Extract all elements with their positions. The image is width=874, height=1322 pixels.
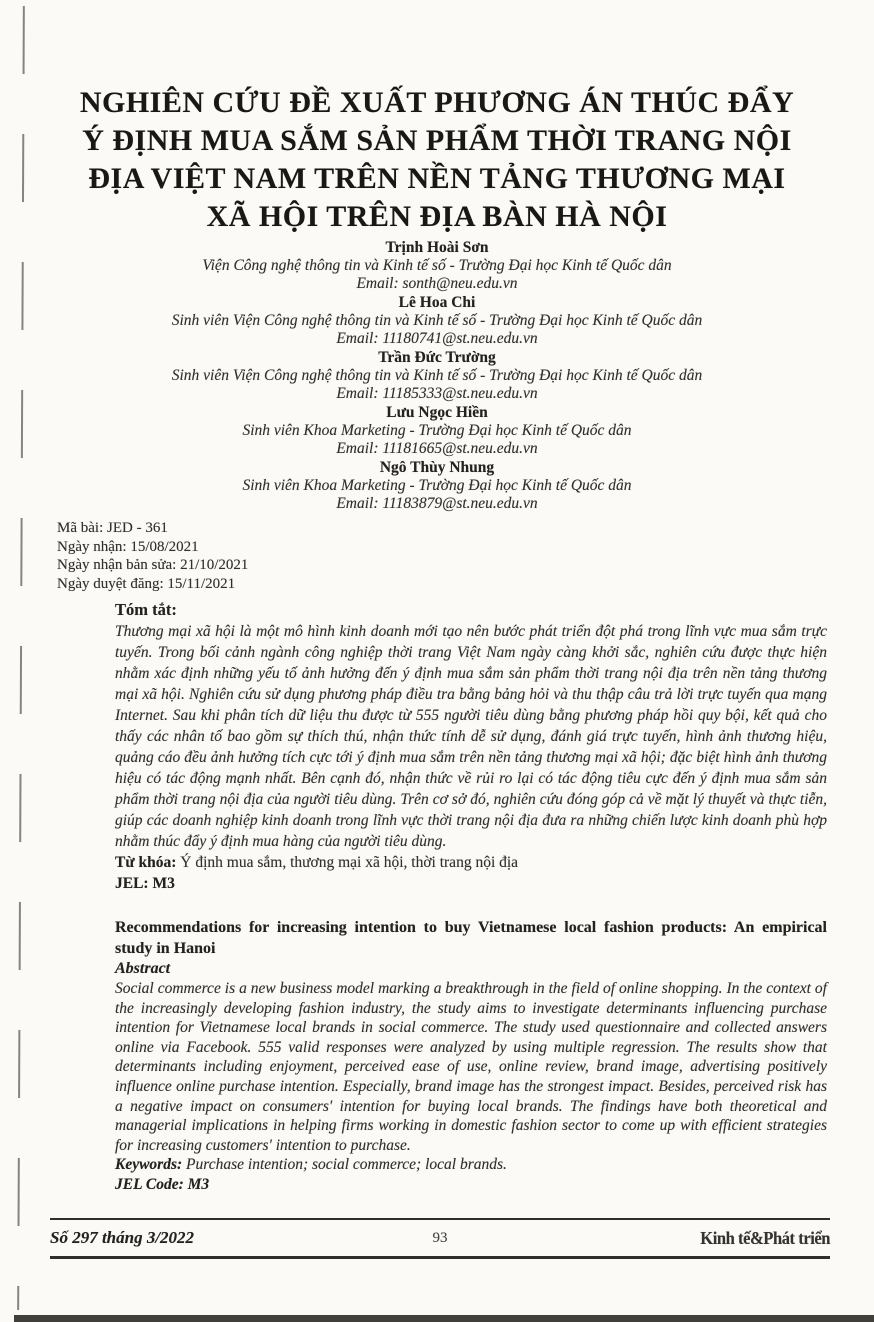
paper-title-line: Ý ĐỊNH MUA SẮM SẢN PHẨM THỜI TRANG NỘI (82, 124, 792, 157)
author-email: Email: 11183879@st.neu.edu.vn (336, 495, 538, 512)
authors-block (40, 238, 834, 513)
meta-received-date: Ngày nhận: 15/08/2021 (57, 538, 199, 555)
paper-title-line: NGHIÊN CỨU ĐỀ XUẤT PHƯƠNG ÁN THÚC ĐẨY (79, 86, 795, 119)
author-name: Lê Hoa Chi (398, 294, 476, 311)
author-email: Email: 11180741@st.neu.edu.vn (336, 330, 538, 347)
author-name: Ngô Thùy Nhung (379, 459, 495, 476)
paper-title-line: XÃ HỘI TRÊN ĐỊA BÀN HÀ NỘI (206, 200, 668, 233)
author-affiliation: Sinh viên Khoa Marketing - Trường Đại học Kinh tế Quốc dân (242, 477, 632, 494)
abstract-vietnamese (115, 599, 827, 894)
keywords-en-label: Keywords: (115, 1156, 183, 1174)
footer-issue: Số 297 tháng 3/2022 (50, 1228, 195, 1247)
paper-title (30, 84, 844, 236)
author-entry (40, 403, 834, 458)
meta-revised-date: Ngày nhận bản sửa: 21/10/2021 (57, 557, 249, 573)
page-footer (50, 1218, 830, 1259)
author-email: Email: 11181665@st.neu.edu.vn (336, 440, 538, 457)
abstract-en-body: Social commerce is a new business model marking a breakthrough in the field of online shopping. In the context of the increasingly developing fashion industry, the study aims to investigate determinants influencing purchase intention for Vietnamese local brands in social commerce. The study used questionnaire and collected answers online via Facebook. 555 valid responses were analyzed by using multiple regression. The results show that determinants including enjoyment, perceived ease of use, online review, brand image, advertising positively influence online purchase intention. Especially, brand image has the strongest impact. Besides, perceived risk has a negative impact on consumers' intention for buying local brands. The findings have both theoretical and managerial implications in helping firms working in domestic fashion sector to come up with efficient strategies for increasing customers' intention to purchase. (115, 980, 827, 1154)
jel-en: JEL Code: M3 (115, 1175, 210, 1193)
footer-journal-logo: Kinh tế&Phát triển (700, 1227, 830, 1248)
author-affiliation: Sinh viên Viện Công nghệ thông tin và Kinh tế số - Trường Đại học Kinh tế Quốc dân (171, 367, 703, 384)
abstract-english (115, 917, 827, 1194)
keywords-vi-text: Ý định mua sắm, thương mại xã hội, thời trang nội địa (176, 854, 519, 871)
scan-bottom-edge (14, 1315, 874, 1322)
author-name: Trần Đức Trường (378, 349, 496, 366)
keywords-vi (115, 852, 827, 873)
keywords-en-text: Purchase intention; social commerce; local brands. (182, 1156, 507, 1174)
keywords-en (115, 1155, 827, 1175)
author-affiliation: Viện Công nghệ thông tin và Kinh tế số - Trường Đại học Kinh tế Quốc dân (202, 257, 672, 274)
abstract-en-label: Abstract (115, 960, 171, 977)
author-entry (40, 293, 834, 348)
author-email: Email: 11185333@st.neu.edu.vn (336, 385, 538, 402)
abstract-vi-body: Thương mại xã hội là một mô hình kinh doanh mới tạo nên bước phát triển đột phá trong lĩnh vực mua sắm trực tuyến. Trong bối cảnh ngành công nghiệp thời trang Việt Nam ngày càng khởi sắc, nghiên cứu được thực hiện nhằm xác định những yếu tố ảnh hưởng đến ý định mua sắm sản phẩm thời trang nội địa trên nền tảng thương mại xã hội. Nghiên cứu sử dụng phương pháp điều tra bằng bảng hỏi và thu thập câu trả lời trực tuyến qua mạng Internet. Sau khi phân tích dữ liệu thu được từ 555 người tiêu dùng bằng phương pháp hồi quy bội, kết quả cho thấy các nhân tố bao gồm sự thích thú, nhận thức tính dễ sử dụng, đánh giá trực tuyến, hình ảnh thương hiệu, quảng cáo đều ảnh hưởng tích cực tới ý định mua sắm trên nền tảng thương mại xã hội; đặc biệt hình ảnh thương hiệu có tác động mạnh nhất. Bên cạnh đó, nhận thức về rủi ro lại có tác động tiêu cực đến ý định mua sắm sản phẩm thời trang nội địa của người tiêu dùng. Trên cơ sở đó, nghiên cứu đóng góp cả về mặt lý thuyết và thực tiễn, giúp các doanh nghiệp kinh doanh trong lĩnh vực thời trang nội địa đưa ra những chiến lược kinh doanh phù hợp nhằm thúc đẩy ý định mua hàng của người tiêu dùng. (115, 623, 827, 850)
author-email: Email: sonth@neu.edu.vn (356, 275, 518, 292)
author-affiliation: Sinh viên Khoa Marketing - Trường Đại học Kinh tế Quốc dân (242, 422, 632, 439)
author-entry (40, 458, 834, 513)
author-entry (40, 348, 834, 403)
meta-accepted-date: Ngày duyệt đăng: 15/11/2021 (57, 575, 236, 592)
jel-vi: JEL: M3 (115, 875, 175, 892)
paper-title-line: ĐỊA VIỆT NAM TRÊN NỀN TẢNG THƯƠNG MẠI (88, 162, 786, 195)
author-name: Lưu Ngọc Hiền (386, 404, 488, 421)
author-affiliation: Sinh viên Viện Công nghệ thông tin và Kinh tế số - Trường Đại học Kinh tế Quốc dân (171, 312, 703, 329)
author-entry (40, 238, 834, 293)
keywords-vi-label: Từ khóa: (115, 854, 177, 871)
author-name: Trịnh Hoài Sơn (385, 239, 489, 256)
english-title: Recommendations for increasing intention to buy Vietnamese local fashion products: An empirical study in Hanoi (115, 919, 827, 957)
abstract-vi-label: Tóm tắt: (115, 600, 177, 619)
scan-edge-marks (17, 6, 25, 1310)
submission-meta (57, 519, 248, 593)
footer-page-number: 93 (432, 1229, 448, 1246)
meta-article-code: Mã bài: JED - 361 (57, 520, 168, 536)
